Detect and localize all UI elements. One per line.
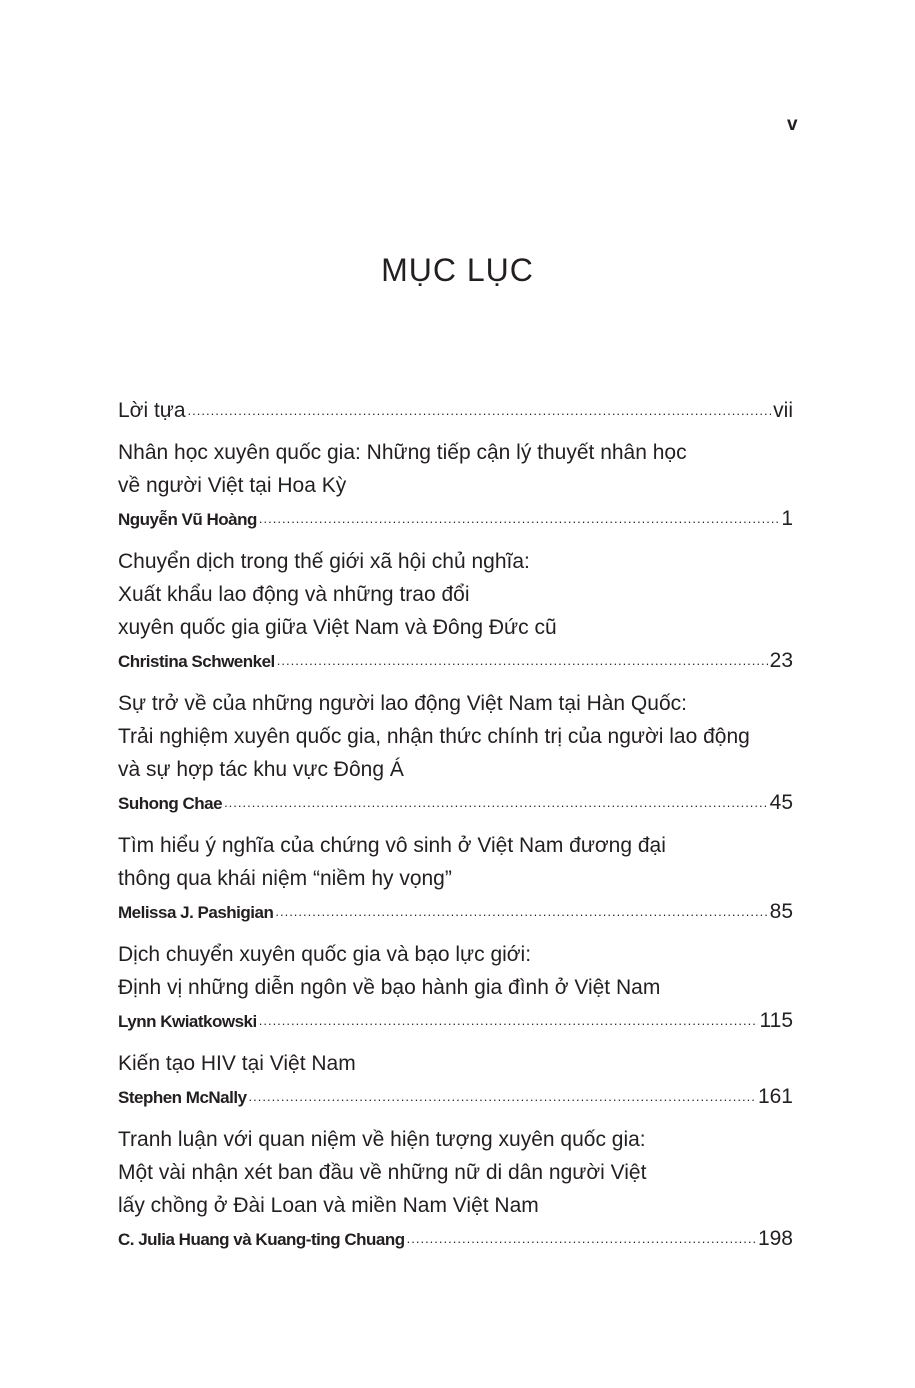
toc-entry-page: 161 bbox=[757, 1085, 793, 1108]
toc-entry[interactable] bbox=[118, 687, 793, 820]
toc-entry-title: Lời tựa bbox=[118, 399, 186, 422]
dot-leader bbox=[259, 508, 779, 525]
toc-entry-title-line: Chuyển dịch trong thế giới xã hội chủ nghĩa: bbox=[118, 550, 530, 573]
page-number: v bbox=[787, 114, 798, 135]
toc-entry-title-line: Định vị những diễn ngôn về bạo hành gia đình ở Việt Nam bbox=[118, 976, 661, 999]
toc-entry-author: Nguyễn Vũ Hoàng bbox=[118, 510, 257, 529]
toc-entry-title-line: Tranh luận với quan niệm về hiện tượng xuyên quốc gia: bbox=[118, 1128, 646, 1151]
dot-leader bbox=[188, 396, 772, 417]
toc-author-row bbox=[118, 502, 793, 536]
toc-entry-page: 45 bbox=[769, 791, 793, 814]
toc-entry-page: vii bbox=[773, 399, 793, 422]
toc-author-row bbox=[118, 786, 793, 820]
toc-entry-title-line: Trải nghiệm xuyên quốc gia, nhận thức chính trị của người lao động bbox=[118, 725, 750, 748]
toc-entry-title-line: Dịch chuyển xuyên quốc gia và bạo lực giới: bbox=[118, 943, 532, 966]
dot-leader bbox=[259, 1010, 758, 1027]
toc-entry-author: Christina Schwenkel bbox=[118, 652, 275, 671]
toc-entry-author: C. Julia Huang và Kuang-ting Chuang bbox=[118, 1230, 405, 1249]
toc-entry-title-line: lấy chồng ở Đài Loan và miền Nam Việt Nam bbox=[118, 1194, 539, 1217]
toc-author-row bbox=[118, 1080, 793, 1114]
toc-preface-row bbox=[118, 394, 793, 427]
toc-entry-title-line: Một vài nhận xét ban đầu về những nữ di dân người Việt bbox=[118, 1161, 647, 1184]
toc-entry-title-line: Xuất khẩu lao động và những trao đổi bbox=[118, 583, 470, 606]
dot-leader bbox=[277, 650, 768, 667]
toc-entry-title-line: thông qua khái niệm “niềm hy vọng” bbox=[118, 867, 452, 890]
toc-author-row bbox=[118, 1004, 793, 1038]
toc-entry-title-line: Nhân học xuyên quốc gia: Những tiếp cận lý thuyết nhân học bbox=[118, 441, 687, 464]
toc-entry-author: Suhong Chae bbox=[118, 794, 223, 813]
toc-entry-title-line: Sự trở về của những người lao động Việt Nam tại Hàn Quốc: bbox=[118, 692, 687, 715]
toc-entry[interactable] bbox=[118, 1047, 793, 1114]
toc-entry-page: 1 bbox=[781, 507, 793, 530]
dot-leader bbox=[275, 901, 767, 918]
toc-entry-title-line: xuyên quốc gia giữa Việt Nam và Đông Đức cũ bbox=[118, 616, 557, 639]
toc-author-row bbox=[118, 895, 793, 929]
toc-entry-page: 198 bbox=[757, 1227, 793, 1250]
toc-author-row bbox=[118, 644, 793, 678]
toc-entry[interactable] bbox=[118, 829, 793, 929]
toc-entry-author: Stephen McNally bbox=[118, 1088, 247, 1107]
toc-entry-page: 23 bbox=[769, 649, 793, 672]
toc-entry-title-line: và sự hợp tác khu vực Đông Á bbox=[118, 758, 404, 781]
toc-entry[interactable] bbox=[118, 436, 793, 536]
dot-leader bbox=[224, 792, 768, 809]
toc-entry-title-line: Kiến tạo HIV tại Việt Nam bbox=[118, 1052, 356, 1075]
toc-entry-author: Lynn Kwiatkowski bbox=[118, 1012, 257, 1031]
toc-entry-author: Melissa J. Pashigian bbox=[118, 903, 274, 922]
dot-leader bbox=[249, 1086, 756, 1103]
toc-entry[interactable] bbox=[118, 545, 793, 678]
toc-entry-title-line: về người Việt tại Hoa Kỳ bbox=[118, 474, 347, 497]
toc-entry[interactable] bbox=[118, 938, 793, 1038]
toc-entry-page: 115 bbox=[759, 1009, 793, 1032]
toc-entry-preface[interactable] bbox=[118, 394, 793, 427]
table-of-contents bbox=[118, 394, 793, 1265]
toc-entry-page: 85 bbox=[769, 900, 793, 923]
toc-entry-title-line: Tìm hiểu ý nghĩa của chứng vô sinh ở Việt Nam đương đại bbox=[118, 834, 666, 857]
toc-author-row bbox=[118, 1222, 793, 1256]
toc-entry[interactable] bbox=[118, 1123, 793, 1256]
toc-heading: MỤC LỤC bbox=[381, 252, 534, 288]
dot-leader bbox=[407, 1228, 756, 1245]
toc-entries bbox=[118, 436, 793, 1256]
